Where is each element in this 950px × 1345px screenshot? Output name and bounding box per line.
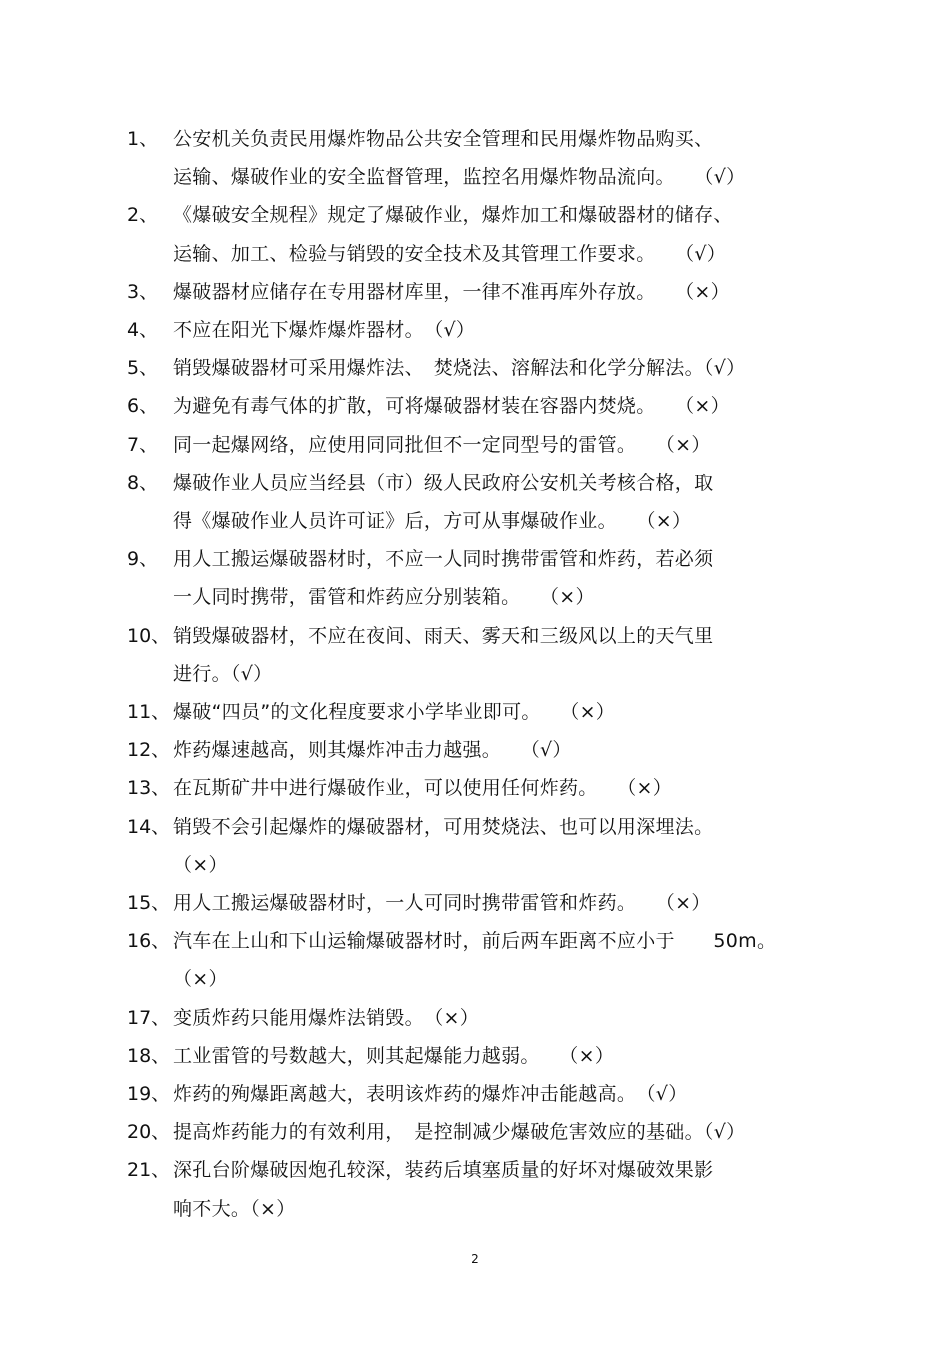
question-text-line: 运输、爆破作业的安全监督管理，监控名用爆炸物品流向。 （√） — [173, 166, 746, 189]
question-number: 16、 — [127, 930, 171, 953]
question-text-line: 用人工搬运爆破器材时，一人可同时携带雷管和炸药。 （×） — [173, 892, 711, 914]
question-text-line: 爆破作业人员应当经县（市）级人民政府公安机关考核合格，取 — [173, 471, 714, 494]
question-number: 8、 — [127, 471, 159, 494]
question-text-line: 用人工搬运爆破器材时，不应一人同时携带雷管和炸药，若必须 — [173, 548, 714, 571]
question-text-line: 不应在阳光下爆炸爆炸器材。 （√） — [173, 319, 476, 341]
question-text-line: 工业雷管的号数越大，则其起爆能力越弱。 （×） — [173, 1044, 615, 1067]
question-number: 1、 — [127, 128, 159, 150]
question-number: 6、 — [127, 395, 159, 418]
question-text-line: 提高炸药能力的有效利用， 是控制减少爆破危害效应的基础。（√） — [173, 1121, 746, 1144]
question-text-line: 爆破“四员”的文化程度要求小学毕业即可。 （×） — [173, 701, 616, 723]
question-text-line: 爆破器材应储存在专用器材库里，一律不准再库外存放。 （×） — [173, 280, 730, 303]
question-text-line: 销毁不会引起爆炸的爆破器材，可用焚烧法、也可以用深埋法。 — [173, 815, 714, 838]
question-number: 21、 — [127, 1159, 171, 1182]
question-number: 17、 — [127, 1006, 171, 1029]
question-number: 4、 — [127, 319, 159, 341]
question-text-line: 公安机关负责民用爆炸物品公共安全管理和民用爆炸物品购买、 — [173, 128, 714, 150]
question-text-line: 《爆破安全规程》规定了爆破作业，爆炸加工和爆破器材的储存、 — [173, 204, 733, 227]
question-number: 11、 — [127, 701, 171, 723]
question-text-line: （×） — [173, 853, 228, 876]
question-number: 10、 — [127, 624, 171, 647]
question-number: 9、 — [127, 548, 159, 571]
question-text-line: 同一起爆网络，应使用同同批但不一定同型号的雷管。 （×） — [173, 433, 711, 456]
question-text-line: 炸药的殉爆距离越大，表明该炸药的爆炸冲击能越高。 （√） — [173, 1083, 688, 1105]
question-text-line: 销毁爆破器材可采用爆炸法、 焚烧法、溶解法和化学分解法。（√） — [173, 357, 746, 380]
question-text-line: 汽车在上山和下山运输爆破器材时，前后两车距离不应小于 50m。 — [173, 930, 777, 953]
question-text-line: 响不大。（×） — [173, 1197, 296, 1220]
question-number: 12、 — [127, 739, 171, 762]
question-text-line: 为避免有毒气体的扩散，可将爆破器材装在容器内焚烧。 （×） — [173, 395, 730, 418]
question-number: 3、 — [127, 280, 159, 303]
question-text-line: 进行。（√） — [173, 662, 273, 685]
question-number: 14、 — [127, 815, 171, 838]
page-number: 2 — [471, 1252, 479, 1266]
question-text-line: （×） — [173, 968, 228, 991]
question-text-line: 在瓦斯矿井中进行爆破作业，可以使用任何炸药。 （×） — [173, 777, 673, 800]
question-number: 7、 — [127, 433, 159, 456]
question-text-line: 变质炸药只能用爆炸法销毁。 （×） — [173, 1006, 480, 1029]
question-text-line: 销毁爆破器材，不应在夜间、雨天、雾天和三级风以上的天气里 — [173, 624, 714, 647]
question-text-line: 炸药爆速越高，则其爆炸冲击力越强。 （√） — [173, 739, 572, 762]
question-number: 19、 — [127, 1083, 171, 1105]
question-number: 5、 — [127, 357, 159, 380]
question-text-line: 运输、加工、检验与销毁的安全技术及其管理工作要求。 （√） — [173, 242, 727, 265]
question-number: 20、 — [127, 1121, 171, 1144]
question-text-line: 得《爆破作业人员许可证》后，方可从事爆破作业。 （×） — [173, 509, 692, 532]
question-text-line: 深孔台阶爆破因炮孔较深，装药后填塞质量的好坏对爆破效果影 — [173, 1159, 714, 1182]
question-text-line: 一人同时携带，雷管和炸药应分别装箱。 （×） — [173, 586, 595, 609]
question-number: 18、 — [127, 1044, 171, 1067]
question-number: 13、 — [127, 777, 171, 800]
question-number: 15、 — [127, 892, 171, 914]
question-number: 2、 — [127, 204, 159, 227]
